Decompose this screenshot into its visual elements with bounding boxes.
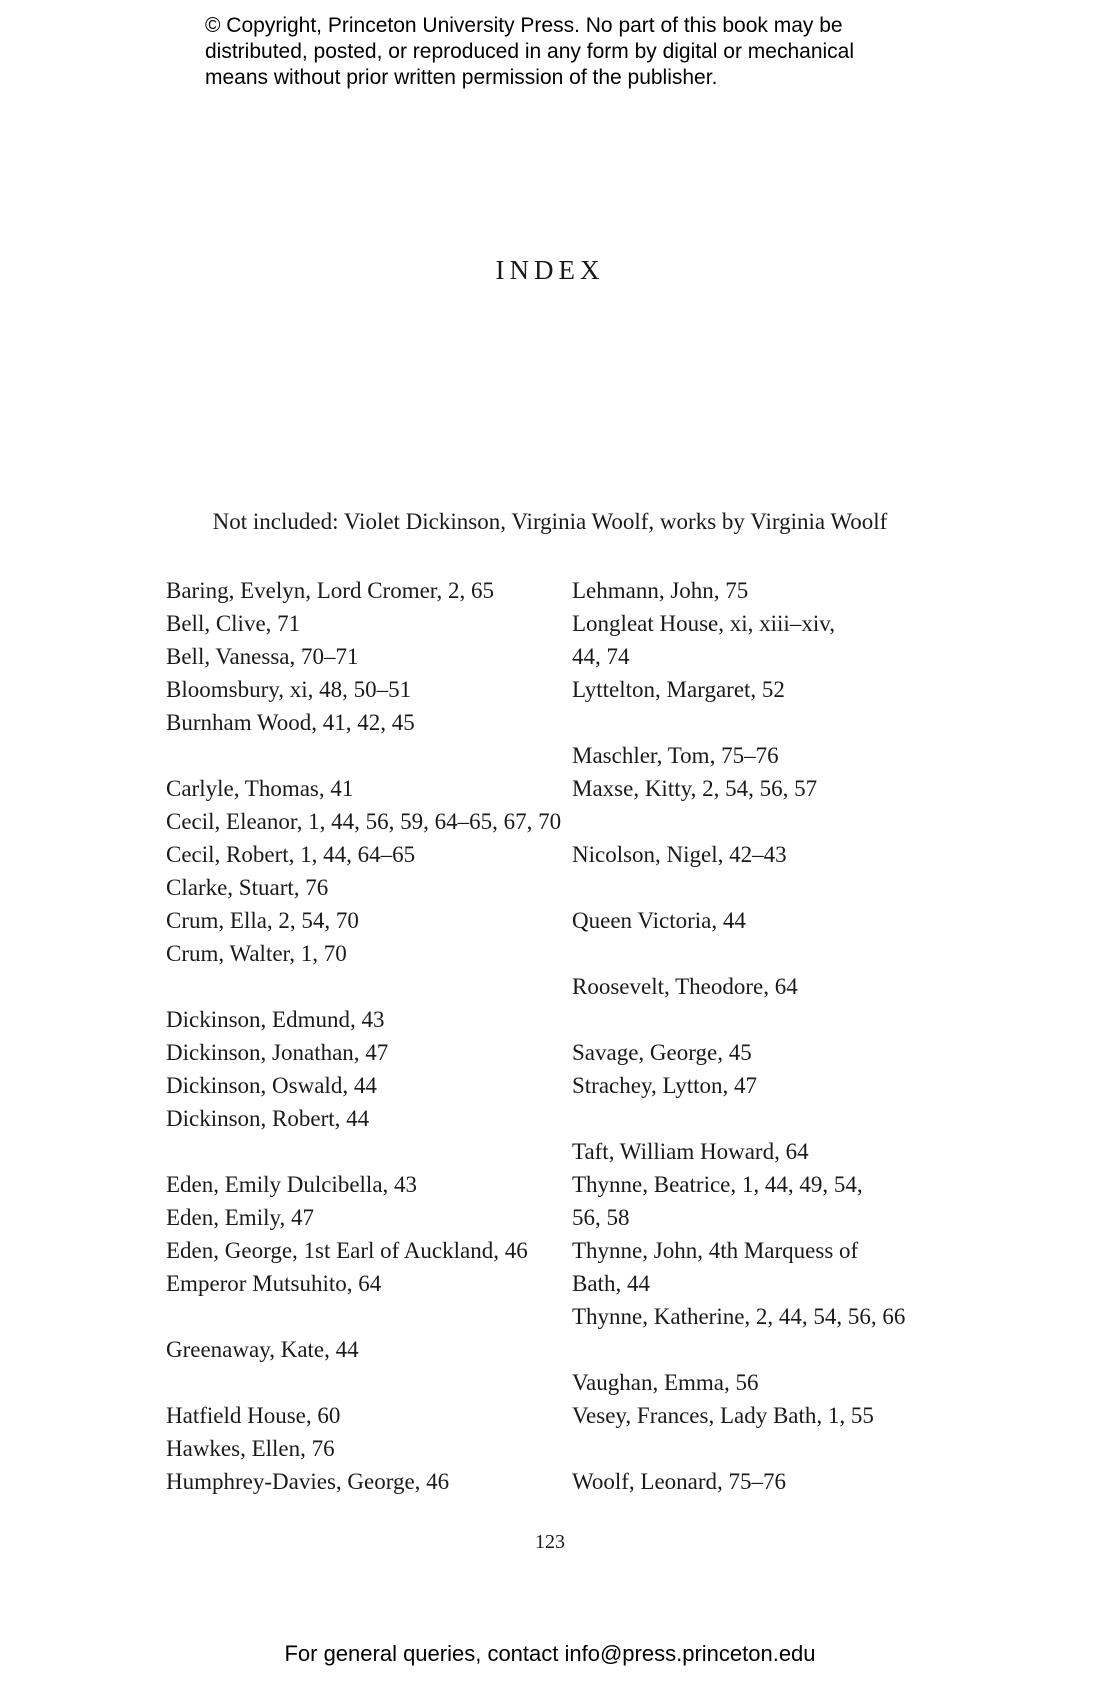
index-entry-text: Dickinson, Jonathan, 47 <box>166 1040 389 1065</box>
index-entry <box>166 1234 566 1267</box>
index-entry <box>572 1168 952 1234</box>
index-note: Not included: Violet Dickinson, Virginia Woolf, works by Virginia Woolf <box>212 509 888 534</box>
index-entry-text: Crum, Walter, 1, 70 <box>166 941 347 966</box>
index-entry <box>166 1168 566 1201</box>
index-letter-group <box>572 970 952 1003</box>
index-entry <box>166 574 566 607</box>
footer-contact: For general queries, contact info@press.princeton.edu <box>284 1641 816 1666</box>
index-entry-text: Dickinson, Oswald, 44 <box>166 1073 377 1098</box>
index-entry-text: Hatfield House, 60 <box>166 1403 341 1428</box>
index-entry <box>166 1003 566 1036</box>
index-entry-text: Longleat House, xi, xiii–xiv, <box>572 611 835 636</box>
index-letter-group <box>166 772 566 970</box>
index-letter-group <box>572 1135 952 1333</box>
index-right-column <box>572 574 952 1531</box>
index-letter-group <box>572 1465 952 1498</box>
index-entry <box>166 1399 566 1432</box>
index-entry <box>166 1333 566 1366</box>
index-entry-text: Emperor Mutsuhito, 64 <box>166 1271 382 1296</box>
index-entry-text: Dickinson, Robert, 44 <box>166 1106 370 1131</box>
index-entry-text: Humphrey-Davies, George, 46 <box>166 1469 450 1494</box>
index-entry-text: Thynne, John, 4th Marquess of <box>572 1238 859 1263</box>
index-entry <box>166 904 566 937</box>
index-entry-text: Eden, George, 1st Earl of Auckland, 46 <box>166 1238 528 1263</box>
index-entry <box>166 1267 566 1300</box>
index-entry <box>166 772 566 805</box>
index-entry-text: Vaughan, Emma, 56 <box>572 1370 759 1395</box>
page-number: 123 <box>535 1531 565 1553</box>
index-letter-group <box>572 838 952 871</box>
index-entry <box>572 574 952 607</box>
index-entry <box>572 1036 952 1069</box>
index-entry-text: Bloomsbury, xi, 48, 50–51 <box>166 677 412 702</box>
index-letter-group <box>572 1366 952 1432</box>
index-entry-text: Thynne, Katherine, 2, 44, 54, 56, 66 <box>572 1304 906 1329</box>
index-letter-group <box>572 1036 952 1102</box>
index-entry <box>572 1135 952 1168</box>
index-entry <box>166 937 566 970</box>
index-entry-text: Savage, George, 45 <box>572 1040 752 1065</box>
index-letter-group <box>166 1168 566 1300</box>
index-entry-text: Eden, Emily, 47 <box>166 1205 314 1230</box>
index-entry-text: Roosevelt, Theodore, 64 <box>572 974 798 999</box>
copyright-line: © Copyright, Princeton University Press. No part of this book may be <box>205 14 843 37</box>
index-entry <box>166 805 566 838</box>
index-letter-group <box>572 739 952 805</box>
index-entry <box>572 772 952 805</box>
index-entry <box>166 871 566 904</box>
index-entry-text: Clarke, Stuart, 76 <box>166 875 329 900</box>
index-entry-text: Nicolson, Nigel, 42–43 <box>572 842 787 867</box>
index-entry <box>572 607 952 673</box>
index-entry <box>166 1201 566 1234</box>
index-entry-text: Strachey, Lytton, 47 <box>572 1073 758 1098</box>
index-letter-group <box>166 574 566 739</box>
index-left-column <box>166 574 566 1531</box>
index-entry <box>572 1399 952 1432</box>
index-entry <box>166 1102 566 1135</box>
index-entry-text: Cecil, Robert, 1, 44, 64–65 <box>166 842 416 867</box>
index-entry-continuation: 56, 58 <box>572 1205 630 1230</box>
index-entry-text: Dickinson, Edmund, 43 <box>166 1007 385 1032</box>
index-entry <box>166 838 566 871</box>
copyright-line: distributed, posted, or reproduced in any form by digital or mechanical <box>205 40 855 63</box>
index-entry-continuation: 44, 74 <box>572 644 630 669</box>
index-entry <box>572 673 952 706</box>
index-entry <box>166 607 566 640</box>
index-entry <box>572 838 952 871</box>
index-entry <box>572 904 952 937</box>
index-entry-text: Woolf, Leonard, 75–76 <box>572 1469 787 1494</box>
index-entry <box>166 673 566 706</box>
index-entry <box>166 1036 566 1069</box>
index-entry-text: Lyttelton, Margaret, 52 <box>572 677 785 702</box>
index-entry <box>166 1432 566 1465</box>
index-entry <box>572 1069 952 1102</box>
index-entry <box>572 1300 952 1333</box>
index-entry-text: Bell, Vanessa, 70–71 <box>166 644 359 669</box>
index-entry-text: Thynne, Beatrice, 1, 44, 49, 54, <box>572 1172 863 1197</box>
index-entry-text: Vesey, Frances, Lady Bath, 1, 55 <box>572 1403 874 1428</box>
index-entry-text: Burnham Wood, 41, 42, 45 <box>166 710 415 735</box>
copyright-line: means without prior written permission of the publisher. <box>205 66 718 89</box>
index-entry-text: Bell, Clive, 71 <box>166 611 301 636</box>
page-title: INDEX <box>495 255 605 285</box>
index-entry <box>166 706 566 739</box>
index-entry-text: Hawkes, Ellen, 76 <box>166 1436 335 1461</box>
index-entry-text: Maschler, Tom, 75–76 <box>572 743 779 768</box>
index-entry <box>572 1366 952 1399</box>
index-letter-group <box>166 1333 566 1366</box>
index-letter-group <box>572 904 952 937</box>
index-entry-continuation: Bath, 44 <box>572 1271 650 1296</box>
index-entry <box>166 1069 566 1102</box>
index-entry-text: Taft, William Howard, 64 <box>572 1139 809 1164</box>
copyright-notice <box>205 13 945 91</box>
index-entry-text: Queen Victoria, 44 <box>572 908 746 933</box>
index-letter-group <box>166 1003 566 1135</box>
index-entry <box>572 970 952 1003</box>
index-letter-group <box>166 1399 566 1498</box>
index-letter-group <box>572 574 952 706</box>
index-entry-text: Lehmann, John, 75 <box>572 578 749 603</box>
index-entry <box>166 1465 566 1498</box>
index-entry-text: Maxse, Kitty, 2, 54, 56, 57 <box>572 776 818 801</box>
index-entry-text: Carlyle, Thomas, 41 <box>166 776 354 801</box>
index-entry <box>166 640 566 673</box>
index-entry-text: Eden, Emily Dulcibella, 43 <box>166 1172 418 1197</box>
index-entry-text: Cecil, Eleanor, 1, 44, 56, 59, 64–65, 67, 70 <box>166 809 562 834</box>
index-entry <box>572 739 952 772</box>
index-entry <box>572 1234 952 1300</box>
index-entry-text: Baring, Evelyn, Lord Cromer, 2, 65 <box>166 578 495 603</box>
index-entry <box>572 1465 952 1498</box>
index-entry-text: Crum, Ella, 2, 54, 70 <box>166 908 359 933</box>
index-entry-text: Greenaway, Kate, 44 <box>166 1337 359 1362</box>
